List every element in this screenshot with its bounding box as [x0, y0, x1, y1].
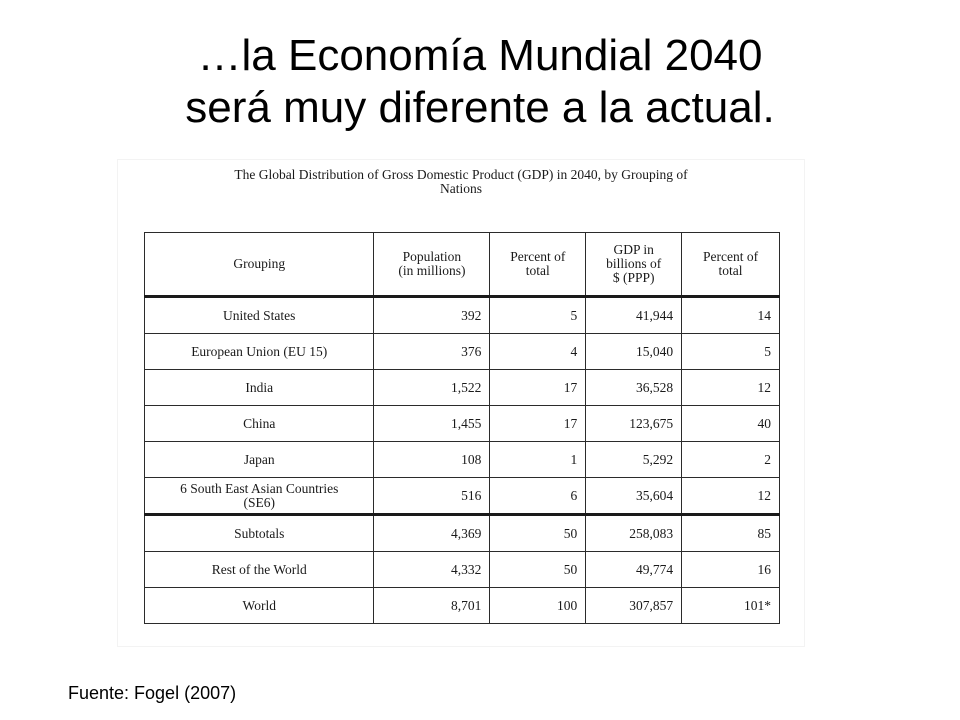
table-row — [145, 334, 780, 370]
cell-pop-percent: 17 — [490, 406, 586, 442]
cell-population: 8,701 — [374, 588, 490, 624]
cell-pop-percent: 1 — [490, 442, 586, 478]
cell-pop-percent: 5 — [490, 297, 586, 334]
table-row — [145, 552, 780, 588]
cell-gdp: 123,675 — [586, 406, 682, 442]
cell-gdp: 49,774 — [586, 552, 682, 588]
cell-grouping: Rest of the World — [145, 552, 374, 588]
table-header-row — [145, 233, 780, 297]
cell-grouping: Subtotals — [145, 515, 374, 552]
cell-gdp: 307,857 — [586, 588, 682, 624]
cell-gdp-percent: 12 — [682, 370, 780, 406]
cell-population: 1,522 — [374, 370, 490, 406]
cell-grouping: European Union (EU 15) — [145, 334, 374, 370]
header-population-line-2: (in millions) — [398, 263, 466, 278]
cell-grouping: China — [145, 406, 374, 442]
cell-pop-percent: 100 — [490, 588, 586, 624]
table-row — [145, 370, 780, 406]
gdp-table — [144, 232, 780, 624]
cell-grouping-line-1: 6 South East Asian Countries — [180, 480, 339, 496]
cell-population: 392 — [374, 297, 490, 334]
header-gdp — [586, 233, 682, 297]
cell-pop-percent: 6 — [490, 478, 586, 515]
header-population — [374, 233, 490, 297]
header-grouping — [145, 233, 374, 297]
cell-gdp: 41,944 — [586, 297, 682, 334]
source-citation: Fuente: Fogel (2007) — [68, 683, 237, 703]
cell-pop-percent: 50 — [490, 515, 586, 552]
cell-pop-percent: 17 — [490, 370, 586, 406]
header-pop-percent-line-1: Percent of — [510, 249, 566, 264]
cell-population: 1,455 — [374, 406, 490, 442]
table-caption-line-1: The Global Distribution of Gross Domestic Product (GDP) in 2040, by Grouping of — [234, 167, 688, 182]
cell-population: 516 — [374, 478, 490, 515]
table-row — [145, 297, 780, 334]
slide-title-line-1: …la Economía Mundial 2040 — [197, 31, 763, 80]
header-gdp-line-1: GDP in — [613, 242, 654, 257]
cell-grouping: World — [145, 588, 374, 624]
header-gdp-percent-line-1: Percent of — [702, 249, 759, 264]
cell-gdp-percent: 5 — [682, 334, 780, 370]
cell-gdp-percent: 101* — [682, 588, 780, 624]
cell-gdp-percent: 16 — [682, 552, 780, 588]
cell-pop-percent: 50 — [490, 552, 586, 588]
cell-grouping-line-2: (SE6) — [243, 494, 275, 510]
cell-grouping: India — [145, 370, 374, 406]
cell-population: 4,332 — [374, 552, 490, 588]
cell-grouping — [145, 478, 374, 515]
header-grouping-text: Grouping — [233, 256, 286, 271]
cell-gdp-percent: 14 — [682, 297, 780, 334]
cell-gdp-percent: 12 — [682, 478, 780, 515]
cell-population: 108 — [374, 442, 490, 478]
cell-gdp: 5,292 — [586, 442, 682, 478]
cell-gdp-percent: 40 — [682, 406, 780, 442]
header-population-line-1: Population — [402, 249, 462, 264]
table-row — [145, 588, 780, 624]
table-row-subtotals — [145, 515, 780, 552]
cell-gdp: 35,604 — [586, 478, 682, 515]
header-gdp-percent — [682, 233, 780, 297]
cell-population: 376 — [374, 334, 490, 370]
cell-gdp: 36,528 — [586, 370, 682, 406]
header-gdp-percent-line-2: total — [718, 263, 743, 278]
table-row — [145, 442, 780, 478]
table-row — [145, 406, 780, 442]
cell-pop-percent: 4 — [490, 334, 586, 370]
cell-grouping: United States — [145, 297, 374, 334]
header-population-percent — [490, 233, 586, 297]
cell-gdp: 15,040 — [586, 334, 682, 370]
gdp-table-figure — [118, 160, 804, 646]
cell-gdp-percent: 85 — [682, 515, 780, 552]
table-row — [145, 478, 780, 515]
table-caption — [118, 168, 804, 196]
cell-grouping: Japan — [145, 442, 374, 478]
header-gdp-line-2: billions of — [606, 256, 662, 271]
header-gdp-line-3: $ (PPP) — [612, 270, 655, 285]
slide-title — [0, 30, 960, 134]
header-pop-percent-line-2: total — [525, 263, 550, 278]
table-caption-line-2: Nations — [440, 181, 482, 196]
cell-gdp: 258,083 — [586, 515, 682, 552]
slide-title-line-2: será muy diferente a la actual. — [185, 83, 775, 132]
cell-gdp-percent: 2 — [682, 442, 780, 478]
cell-population: 4,369 — [374, 515, 490, 552]
